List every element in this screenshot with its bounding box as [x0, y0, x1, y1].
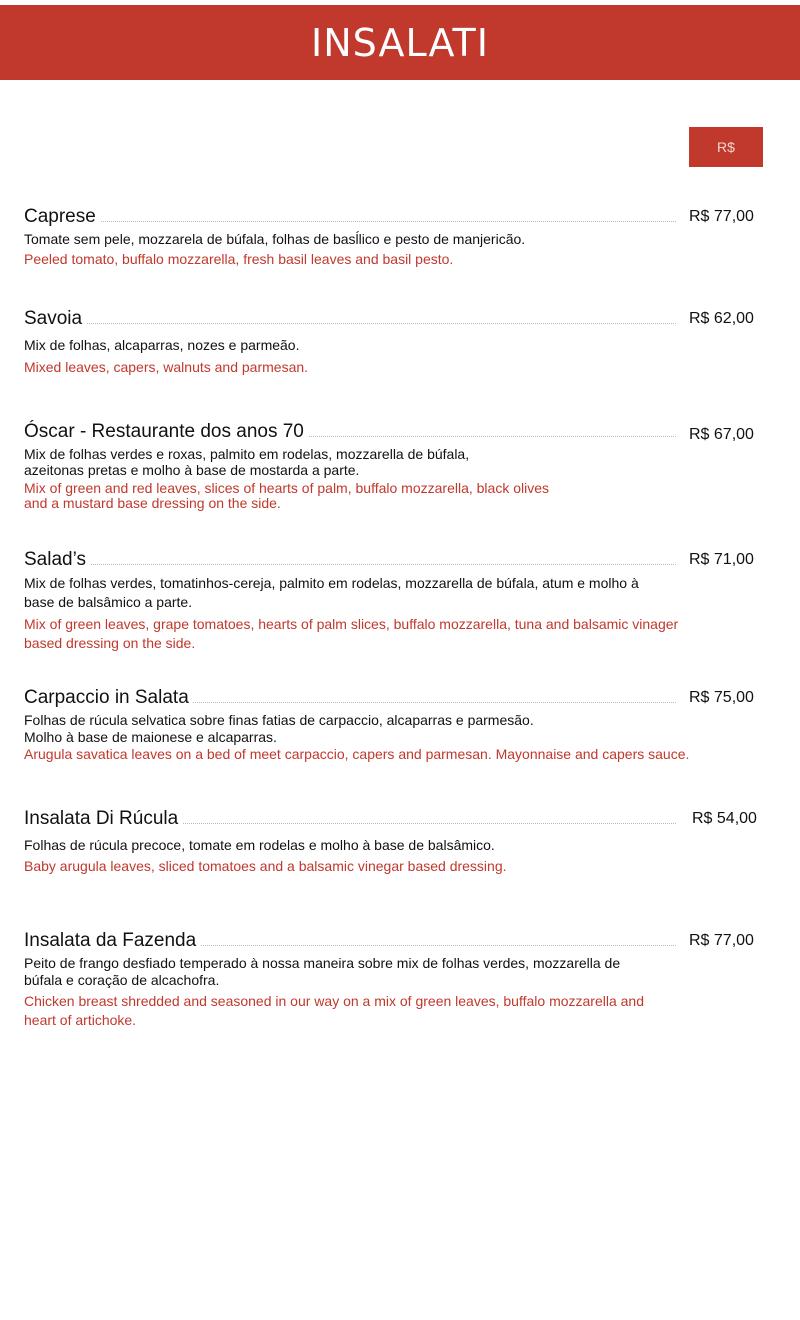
menu-item-price: R$ 54,00: [692, 810, 757, 827]
menu-item-insalata-da-fazenda: [24, 929, 764, 1030]
menu-item-header: [24, 807, 764, 831]
page-title: INSALATI: [311, 20, 489, 65]
menu-item-name: Óscar - Restaurante dos anos 70: [24, 420, 308, 444]
menu-item-description-en: Mix of green leaves, grape tomatoes, hearts of palm slices, buffalo mozzarella, tuna and balsamic vinager based dressing on the side.: [24, 616, 679, 651]
menu-item-description-pt: Folhas de rúcula precoce, tomate em rodelas e molho à base de balsâmico.: [24, 837, 495, 853]
menu-item-description-pt: Peito de frango desfiado temperado à nossa maneira sobre mix de folhas verdes, mozzarella de búfala e coração de alcachofra.: [24, 955, 621, 988]
dotted-leader: [24, 323, 676, 324]
menu-item-description-en: Baby arugula leaves, sliced tomatoes and a balsamic vinegar based dressing.: [24, 858, 507, 874]
menu-item-name: Caprese: [24, 205, 100, 229]
menu-item-description-pt: Mix de folhas verdes e roxas, palmito em rodelas, mozzarella de búfala, azeitonas pretas e molho à base de mostarda a parte.: [24, 446, 470, 478]
menu-item-price: R$ 71,00: [689, 551, 754, 568]
menu-item-description-pt: Folhas de rúcula selvatica sobre finas fatias de carpaccio, alcaparras e parmesão. Molho à base de maionese e alcaparras.: [24, 712, 534, 745]
menu-item-header: [24, 205, 764, 229]
menu-item-caprese: [24, 205, 764, 268]
menu-item-header: [24, 929, 764, 953]
menu-item-name: Savoia: [24, 307, 86, 331]
menu-item-price: R$ 77,00: [689, 932, 754, 949]
menu-item-insalata-di-rucula: [24, 807, 764, 875]
menu-item-price: R$ 62,00: [689, 310, 754, 327]
menu-item-header: [24, 686, 764, 710]
menu-item-description-pt: Mix de folhas verdes, tomatinhos-cereja, palmito em rodelas, mozzarella de búfala, atum e molho à base de balsâmico a parte.: [24, 575, 639, 610]
menu-item-description-en: Mixed leaves, capers, walnuts and parmesan.: [24, 359, 309, 375]
menu-item-oscar: [24, 420, 764, 511]
menu-item-name: Salad’s: [24, 548, 90, 572]
menu-item-description-en: Arugula savatica leaves on a bed of meet carpaccio, capers and parmesan. Mayonnaise and capers sauce.: [24, 746, 690, 762]
menu-item-description-pt: Mix de folhas, alcaparras, nozes e parmeão.: [24, 337, 300, 353]
menu-item-description-en: Mix of green and red leaves, slices of hearts of palm, buffalo mozzarella, black olives and a mustard base dressing on the side.: [24, 480, 549, 511]
menu-item-name: Carpaccio in Salata: [24, 686, 193, 710]
menu-item-header: [24, 548, 764, 572]
menu-item-price: R$ 75,00: [689, 689, 754, 706]
menu-item-price: R$ 77,00: [689, 208, 754, 225]
menu-item-name: Insalata da Fazenda: [24, 929, 200, 953]
dotted-leader: [24, 221, 676, 222]
menu-item-header: [24, 307, 764, 331]
menu-item-description-en: Chicken breast shredded and seasoned in our way on a mix of green leaves, buffalo mozzarella and heart of artichoke.: [24, 993, 645, 1028]
menu-item-header: [24, 420, 764, 444]
menu-item-description-pt: Tomate sem pele, mozzarela de búfala, folhas de basĺlico e pesto de manjericão.: [24, 231, 526, 247]
menu-item-savoia: [24, 307, 764, 376]
dotted-leader: [24, 564, 676, 565]
currency-badge: R$: [689, 127, 763, 167]
menu-item-carpaccio: [24, 686, 764, 763]
menu-item-salads: [24, 548, 764, 653]
menu-item-price: R$ 67,00: [689, 426, 754, 443]
menu-item-description-en: Peeled tomato, buffalo mozzarella, fresh basil leaves and basil pesto.: [24, 251, 454, 267]
menu-item-name: Insalata Di Rúcula: [24, 807, 182, 831]
page-header: [0, 5, 800, 80]
